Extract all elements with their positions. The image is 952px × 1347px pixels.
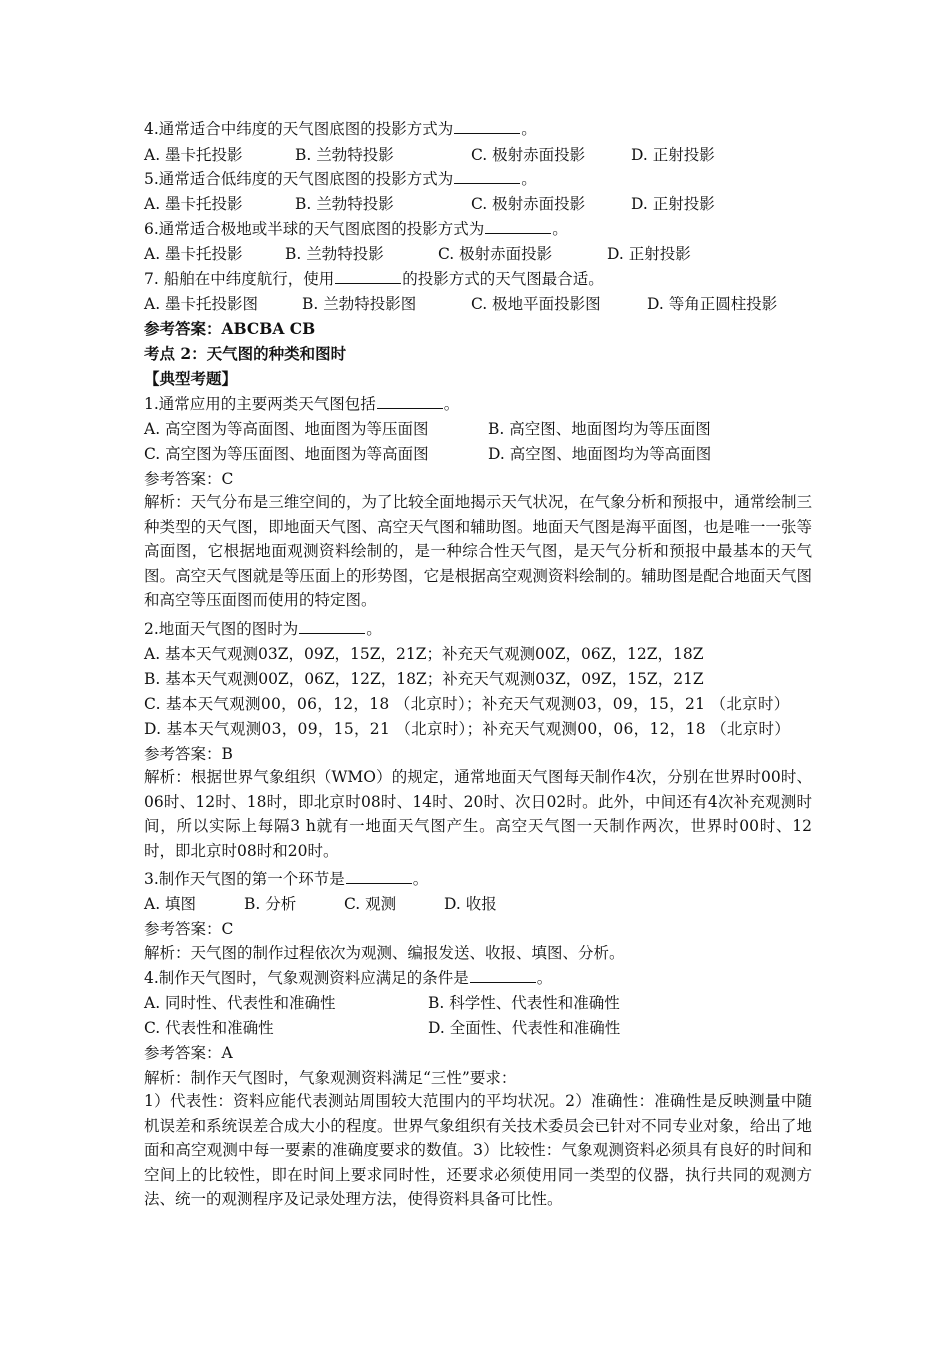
option-a: A. 墨卡托投影 <box>144 195 243 213</box>
answer-blank <box>377 394 443 409</box>
question-suffix: 。 <box>552 220 568 238</box>
option-b: B. 基本天气观测00Z，06Z，12Z，18Z；补充天气观测03Z，09Z，15Z，21Z <box>144 670 704 688</box>
section-heading: 考点 2：天气图的种类和图时 <box>144 344 347 363</box>
question-suffix: 。 <box>521 120 537 138</box>
answer-blank <box>454 169 520 184</box>
answer-blank <box>470 968 536 983</box>
question-suffix: 。 <box>521 170 537 188</box>
option-d: D. 正射投影 <box>631 195 715 213</box>
question-text: 1.通常应用的主要两类天气图包括 <box>144 395 376 413</box>
question-suffix: 。 <box>536 969 553 987</box>
analysis-paragraph: 解析：天气图的制作过程依次为观测、编报发送、收报、填图、分析。 <box>144 944 625 962</box>
option-d: D. 正射投影 <box>631 146 715 164</box>
question-text: 3.制作天气图的第一个环节是 <box>144 870 345 888</box>
question-3-first-step <box>144 869 428 889</box>
question-suffix: 的投影方式的天气图最合适。 <box>402 270 604 288</box>
question-4-projection-mid-latitude <box>144 119 537 139</box>
reference-answer: 参考答案：C <box>144 470 234 488</box>
question-text: 4.制作天气图时，气象观测资料应满足的条件是 <box>144 969 469 987</box>
answer-blank <box>346 869 412 884</box>
option-b: B. 兰勃特投影 <box>295 146 394 164</box>
option-b: B. 兰勃特投影图 <box>302 295 417 313</box>
option-d: D. 收报 <box>444 895 497 913</box>
question-text: 2.地面天气图的图时为 <box>144 620 299 638</box>
option-a: A. 墨卡托投影 <box>144 146 243 164</box>
option-c: C. 基本天气观测00，06，12，18 （北京时）；补充天气观测03，09，15，21 （北京时） <box>144 695 790 713</box>
option-b: B. 高空图、地面图均为等压面图 <box>488 420 711 438</box>
question-1-chart-types <box>144 394 459 414</box>
option-b: B. 科学性、代表性和准确性 <box>428 994 620 1012</box>
option-c: C. 极地平面投影图 <box>471 295 601 313</box>
option-c: C. 极射赤面投影 <box>471 195 586 213</box>
question-suffix: 。 <box>366 620 382 638</box>
question-text: 4.通常适合中纬度的天气图底图的投影方式为 <box>144 120 454 138</box>
question-7-ship-navigation <box>144 269 604 289</box>
option-d: D. 基本天气观测03，09，15，21 （北京时）；补充天气观测00，06，12，18 （北京时） <box>144 720 791 738</box>
option-c: C. 观测 <box>344 895 397 913</box>
question-6-projection-polar <box>144 219 568 239</box>
reference-answer: 参考答案：B <box>144 745 233 763</box>
analysis-paragraph: 解析：天气分布是三维空间的，为了比较全面地揭示天气状况，在气象分析和预报中，通常绘制三种类型的天气图，即地面天气图、高空天气图和辅助图。地面天气图是海平面图，也是唯一一张等高面图，它根据地面观测资料绘制的，是一种综合性天气图，是天气分析和预报中最基本的天气图。高空天气图就是等压面上的形势图，它是根据高空观测资料绘制的。辅助图是配合地面天气图和高空等压面图而使用的特定图。 <box>144 493 812 610</box>
section1-answer: 参考答案：ABCBA CB <box>144 319 316 338</box>
option-b: B. 兰勃特投影 <box>295 195 394 213</box>
question-text: 6.通常适合极地或半球的天气图底图的投影方式为 <box>144 220 485 238</box>
option-a: A. 墨卡托投影 <box>144 245 243 263</box>
option-d: D. 正射投影 <box>607 245 691 263</box>
question-text: 7. 船舶在中纬度航行，使用 <box>144 270 335 288</box>
reference-answer: 参考答案：A <box>144 1044 233 1062</box>
option-c: C. 高空图为等压面图、地面图为等高面图 <box>144 445 429 463</box>
option-c: C. 极射赤面投影 <box>438 245 553 263</box>
option-a: A. 墨卡托投影图 <box>144 295 259 313</box>
option-c: C. 极射赤面投影 <box>471 146 586 164</box>
question-5-projection-low-latitude <box>144 169 537 189</box>
question-2-chart-times <box>144 619 382 639</box>
answer-blank <box>299 619 365 634</box>
option-a: A. 高空图为等高面图、地面图为等压面图 <box>144 420 429 438</box>
option-a: A. 填图 <box>144 895 197 913</box>
question-suffix: 。 <box>412 870 429 888</box>
analysis-title: 解析：制作天气图时，气象观测资料满足“三性”要求： <box>144 1069 517 1087</box>
option-c: C. 代表性和准确性 <box>144 1019 274 1037</box>
option-a: A. 基本天气观测03Z，09Z，15Z，21Z；补充天气观测00Z，06Z，12Z，18Z <box>144 645 704 663</box>
option-d: D. 全面性、代表性和准确性 <box>428 1019 621 1037</box>
question-suffix: 。 <box>443 395 460 413</box>
question-text: 5.通常适合低纬度的天气图底图的投影方式为 <box>144 170 454 188</box>
question-4-observation-conditions <box>144 968 552 988</box>
answer-blank <box>485 219 551 234</box>
analysis-paragraph: 1）代表性：资料应能代表测站周围较大范围内的平均状况。2）准确性：准确性是反映测量中随机误差和系统误差合成大小的程度。世界气象组织有关技术委员会已针对不同专业对象，给出了地面和高空观测中每一要素的准确度要求的数值。3）比较性：气象观测资料必须具有良好的时间和空间上的比较性，即在时间上要求同时性，还要求必须使用同一类型的仪器，执行共同的观测方法、统一的观测程序及记录处理方法，使得资料具备可比性。 <box>144 1092 812 1209</box>
option-d: D. 等角正圆柱投影 <box>647 295 778 313</box>
analysis-paragraph: 解析：根据世界气象组织（WMO）的规定，通常地面天气图每天制作4次，分别在世界时00时、06时、12时、18时，即北京时08时、14时、20时、次日02时。此外，中间还有4次补充观测时间，所以实际上每隔3 h就有一地面天气图产生。高空天气图一天制作两次，世界时00时、12时，即北京时08时和20时。 <box>144 768 812 860</box>
section-subheading: 【典型考题】 <box>144 369 238 388</box>
answer-blank <box>335 269 401 284</box>
option-b: B. 分析 <box>244 895 297 913</box>
option-b: B. 兰勃特投影 <box>285 245 384 263</box>
reference-answer: 参考答案：C <box>144 920 234 938</box>
option-a: A. 同时性、代表性和准确性 <box>144 994 336 1012</box>
answer-blank <box>454 119 520 134</box>
option-d: D. 高空图、地面图均为等高面图 <box>488 445 712 463</box>
